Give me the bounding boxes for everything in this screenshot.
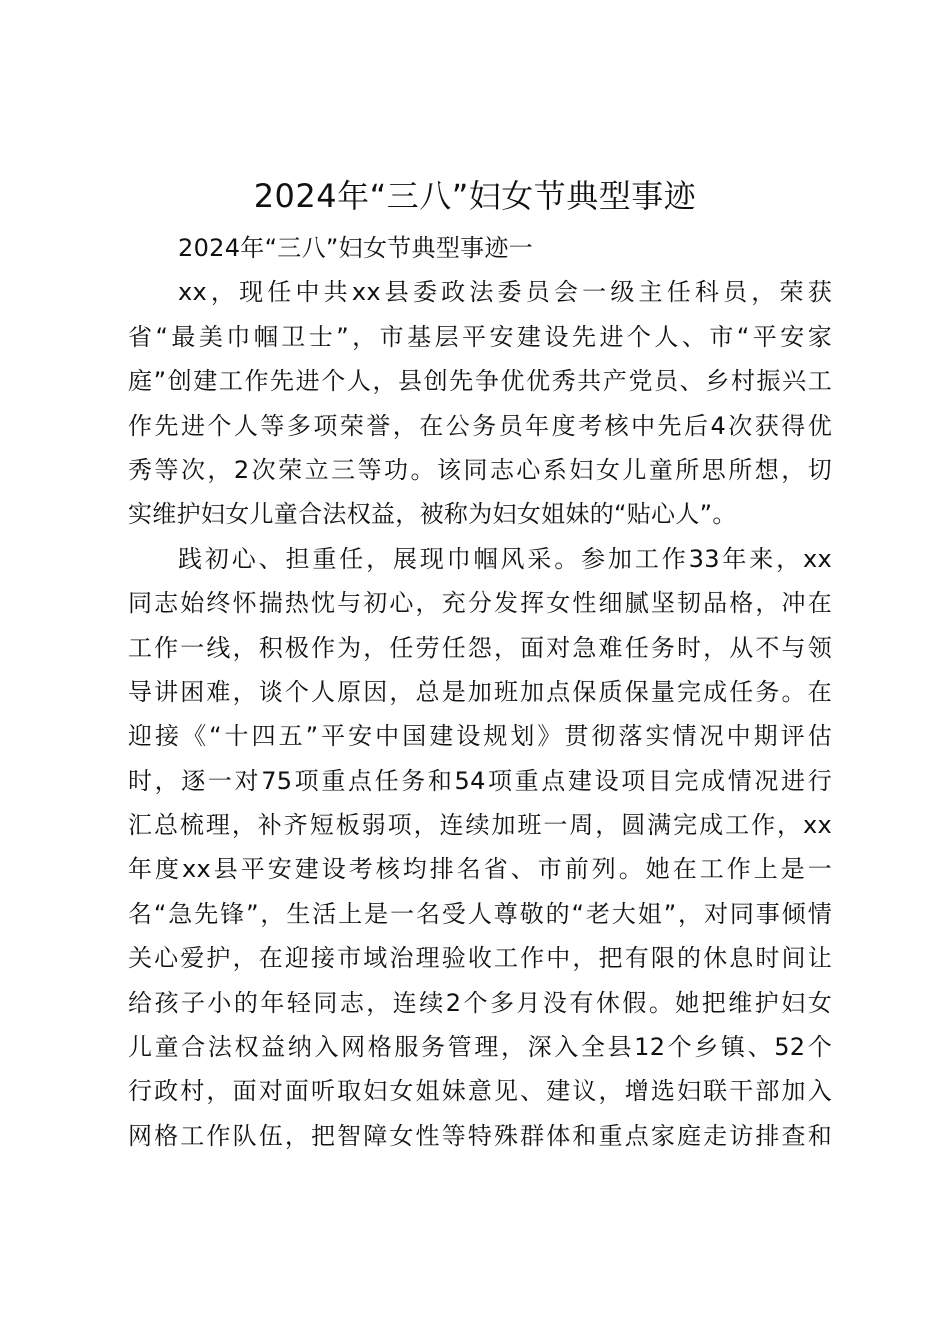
paragraph-1-line-2: 省“最美巾帼卫士”，市基层平安建设先进个人、市“平安家 [128, 322, 832, 351]
document-body [128, 226, 832, 1158]
paragraph-2-line-2: 同志始终怀揣热忱与初心，充分发挥女性细腻坚韧品格，冲在 [128, 589, 832, 618]
paragraph-2-line-11: 给孩子小的年轻同志，连续2个多月没有休假。她把维护妇女 [128, 988, 832, 1017]
paragraph-2-line-4: 导讲困难，谈个人原因，总是加班加点保质保量完成任务。在 [128, 677, 832, 706]
paragraph-2-line-7: 汇总梳理，补齐短板弱项，连续加班一周，圆满完成工作，xx [128, 811, 832, 840]
paragraph-2-line-12: 儿童合法权益纳入网格服务管理，深入全县12个乡镇、52个 [128, 1033, 832, 1062]
paragraph-1-line-5: 秀等次，2次荣立三等功。该同志心系妇女儿童所思所想，切 [128, 455, 832, 484]
paragraph-2-line-5: 迎接《“十四五”平安中国建设规划》贯彻落实情况中期评估 [128, 722, 832, 751]
paragraph-2-line-6: 时，逐一对75项重点任务和54项重点建设项目完成情况进行 [128, 766, 832, 795]
paragraph-2-line-10: 关心爱护，在迎接市域治理验收工作中，把有限的休息时间让 [128, 944, 832, 973]
paragraph-1-line-4: 作先进个人等多项荣誉，在公务员年度考核中先后4次获得优 [128, 411, 832, 440]
paragraph-2-line-14: 网格工作队伍，把智障女性等特殊群体和重点家庭走访排查和 [128, 1121, 832, 1150]
paragraph-1-line-3: 庭”创建工作先进个人，县创先争优优秀共产党员、乡村振兴工 [128, 367, 832, 396]
paragraph-2-line-13: 行政村，面对面听取妇女姐妹意见、建议，增选妇联干部加入 [128, 1077, 832, 1106]
paragraph-1-line-1: xx，现任中共xx县委政法委员会一级主任科员，荣获 [178, 278, 832, 307]
paragraph-2-line-1: 践初心、担重任，展现巾帼风采。参加工作33年来，xx [178, 544, 832, 573]
paragraph-1-line-6: 实维护妇女儿童合法权益，被称为妇女姐妹的“贴心人”。 [128, 500, 737, 529]
paragraph-2-line-3: 工作一线，积极作为，任劳任怨，面对急难任务时，从不与领 [128, 633, 832, 662]
document-title: 2024年“三八”妇女节典型事迹 [253, 177, 697, 215]
document-subtitle: 2024年“三八”妇女节典型事迹一 [178, 234, 534, 262]
paragraph-2-line-8: 年度xx县平安建设考核均排名省、市前列。她在工作上是一 [128, 855, 832, 884]
paragraph-2-line-9: 名“急先锋”，生活上是一名受人尊敬的“老大姐”，对同事倾情 [128, 899, 832, 928]
